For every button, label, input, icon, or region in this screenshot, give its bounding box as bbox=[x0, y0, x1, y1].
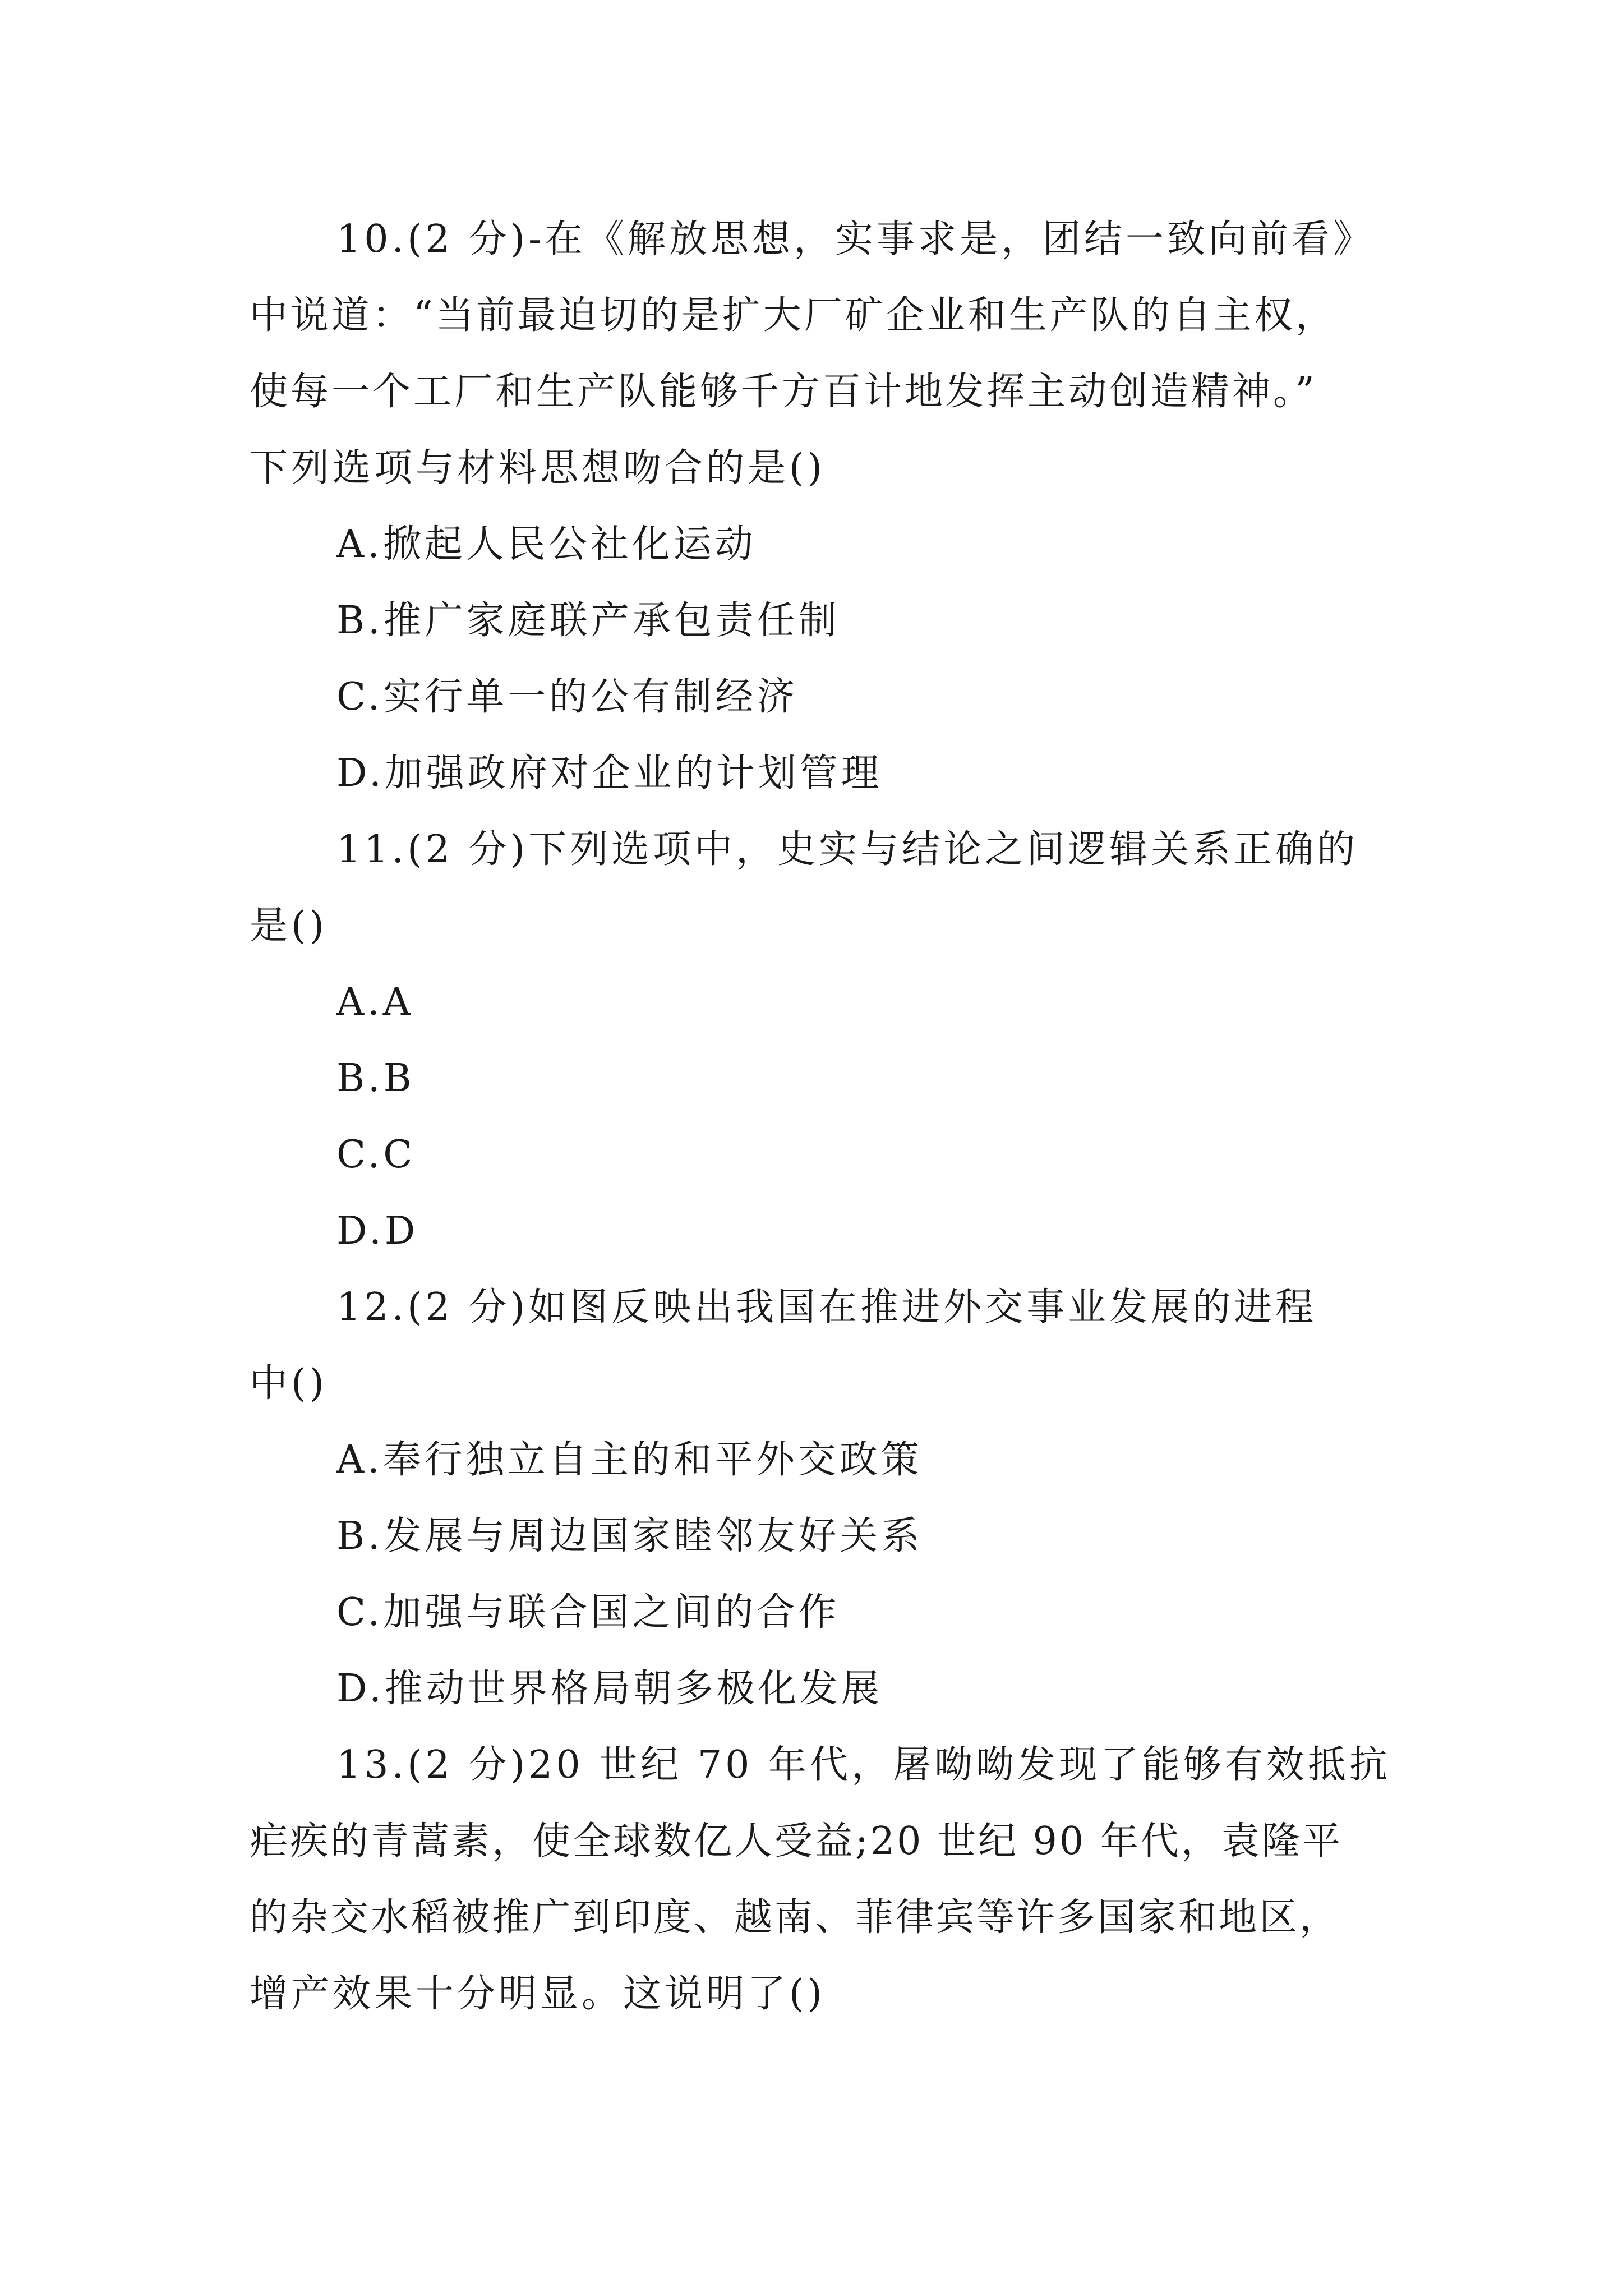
question-12-option-a: A.奉行独立自主的和平外交政策 bbox=[336, 1438, 923, 1482]
question-10-option-b: B.推广家庭联产承包责任制 bbox=[336, 599, 840, 643]
question-10-stem-line-2: 中说道：“当前最迫切的是扩大厂矿企业和生产队的自主权， bbox=[250, 293, 1336, 338]
question-13-stem-line-4: 增产效果十分明显。这说明了() bbox=[250, 1972, 826, 2016]
question-11-option-b: B.B bbox=[336, 1056, 415, 1101]
question-13-stem-line-2: 疟疾的青蒿素，使全球数亿人受益;20 世纪 90 年代，袁隆平 bbox=[250, 1819, 1343, 1864]
question-10-option-c: C.实行单一的公有制经济 bbox=[336, 675, 799, 719]
question-13-stem-line-3: 的杂交水稻被推广到印度、越南、菲律宾等许多国家和地区， bbox=[250, 1895, 1340, 1940]
question-12-option-c: C.加强与联合国之间的合作 bbox=[336, 1590, 840, 1635]
question-12-option-d: D.推动世界格局朝多极化发展 bbox=[336, 1667, 883, 1711]
question-13-stem-line-1: 13.(2 分)20 世纪 70 年代，屠呦呦发现了能够有效抵抗 bbox=[336, 1743, 1391, 1787]
question-11-stem-line-2: 是() bbox=[250, 904, 328, 948]
question-11-option-d: D.D bbox=[336, 1209, 419, 1253]
question-10-stem-line-1: 10.(2 分)-在《解放思想，实事求是，团结一致向前看》 bbox=[336, 217, 1375, 261]
question-12-stem-line-2: 中() bbox=[250, 1361, 328, 1406]
question-11-option-a: A.A bbox=[336, 980, 414, 1024]
question-11-stem-line-1: 11.(2 分)下列选项中，史实与结论之间逻辑关系正确的 bbox=[336, 827, 1359, 872]
question-12-stem-line-1: 12.(2 分)如图反映出我国在推进外交事业发展的进程 bbox=[336, 1285, 1317, 1329]
question-10-option-d: D.加强政府对企业的计划管理 bbox=[336, 751, 883, 795]
question-11-option-c: C.C bbox=[336, 1133, 416, 1177]
question-10-stem-line-4: 下列选项与材料思想吻合的是() bbox=[250, 446, 826, 490]
question-12-option-b: B.发展与周边国家睦邻友好关系 bbox=[336, 1514, 923, 1558]
question-10-stem-line-3: 使每一个工厂和生产队能够千方百计地发挥主动创造精神。” bbox=[250, 370, 1317, 414]
question-10-option-a: A.掀起人民公社化运动 bbox=[336, 522, 757, 567]
